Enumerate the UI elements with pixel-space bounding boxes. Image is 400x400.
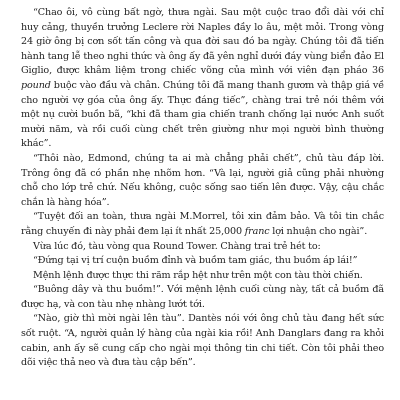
paragraph-dantes-invitation: “Nào, giờ thì mời ngài lên tàu”. Dantès nói với ông chủ tàu đang hết sức sốt ruột. “A, người quản lý hàng của ngài kia rồi! Anh Danglars đang ra khỏi cabin, anh ấy sẽ cung cấp cho ngài mọi thông tin chi tiết. Còn tôi phải theo dõi việc thả neo và đưa tàu cập bến”.: [21, 313, 384, 369]
paragraph-sail-command: “Đứng tại vị trí cuộn buồm đỉnh và buồm tam giác, thu buồm áp lái!”: [33, 255, 358, 267]
paragraph-lower-sails: “Buông dây và thu buồm!”. Với mệnh lệnh cuối cùng này, tất cả buồm đã được hạ, và con tàu nhẹ nhàng lướt tới.: [21, 284, 384, 310]
paragraph-round-tower: Vừa lúc đó, tàu vòng qua Round Tower. Chàng trai trẻ hét to:: [33, 240, 321, 252]
paragraph-cargo-assurance: “Tuyệt đối an toàn, thưa ngài M.Morrel, tôi xin đảm bảo. Và tôi tin chắc rằng chuyến đi này phải đem lại ít nhất 25,000 franc lợi nhuận cho ngài”.: [21, 211, 384, 237]
paragraph-report-leclere-death: “Chao ôi, vô cùng bất ngờ, thưa ngài. Sau một cuộc trao đổi dài với chỉ huy cảng, thuyền trưởng Leclere rời Naples đầy lo âu, mệt mỏi. Trong vòng 24 giờ ông bị cơn sốt tấn công và qua đời sau đó ba ngày. Chúng tôi đã tiến hành tang lễ theo nghi thức và ông ấy đã yên nghỉ dưới đáy vùng biển đảo El Giglio, được khâm liệm trong chiếc võng của mình với viên đạn pháo 36 pound buộc vào đầu và chân. Chúng tôi đã mang thanh gươm và thập giá về cho người vợ góa của ông ấy. Thực đáng tiếc”, chàng trai trẻ nói thêm với một nụ cười buồn bã, “khi đã tham gia chiến tranh chống lại nước Anh suốt mười năm, và rồi cuối cùng chết trên giường như mọi người bình thường khác”.: [21, 7, 384, 150]
paragraph-order-executed: Mệnh lệnh được thực thi răm rắp hệt như trên một con tàu thời chiến.: [33, 269, 363, 281]
paragraph-morrel-reply: “Thôi nào, Edmond, chúng ta ai mà chẳng phải chết”, chủ tàu đáp lời. Trông ông đã có phần nhẹ nhõm hơn. “Và lại, người giả cũng phải nhường chỗ cho lớp trẻ chứ. Nếu không, cuộc sống sao tiến lên được. Vậy, cậu chắc chắn là hàng hóa”.: [21, 152, 384, 208]
